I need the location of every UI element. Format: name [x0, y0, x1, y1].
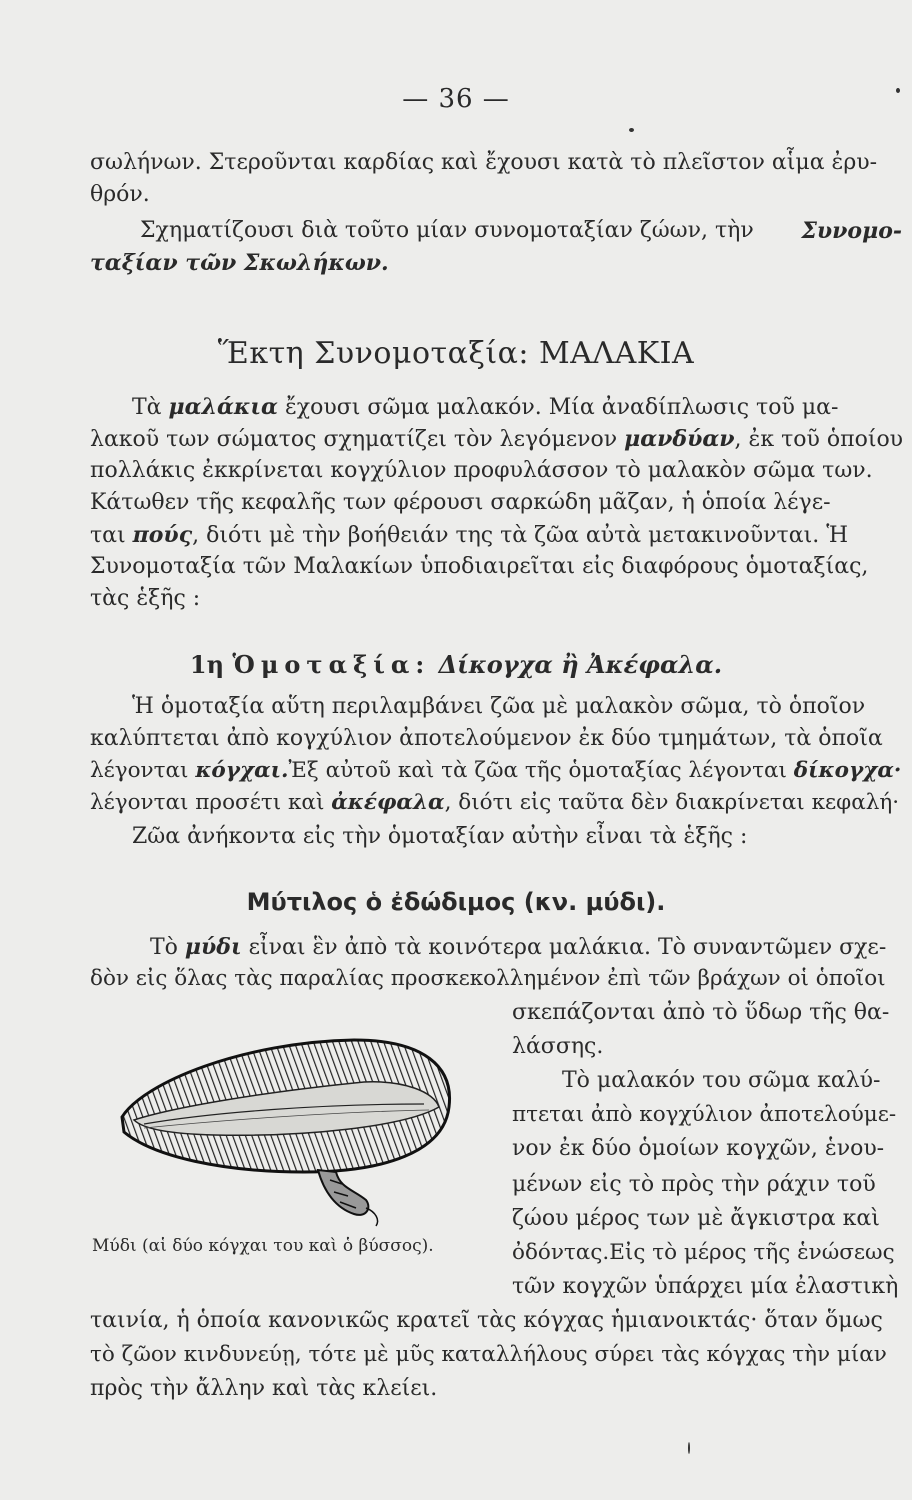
- text-line: ται πούς, διότι μὲ τὴν βοήθειάν της τὰ ζῶα αὐτὰ μετακινοῦνται. Ἡ: [90, 522, 849, 548]
- text-line: Ἡ ὁμοταξία αὕτη περιλαμβάνει ζῶα μὲ μαλακὸν σῶμα, τὸ ὁποῖον: [132, 694, 866, 719]
- text-line: τὸ ζῶον κινδυνεύῃ, τότε μὲ μῦς καταλλήλους σύρει τὰς κόγχας τὴν μίαν: [90, 1342, 887, 1367]
- text-line: Κάτωθεν τῆς κεφαλῆς των φέρουσι σαρκώδη μᾶζαν, ἡ ὁποία λέγε-: [90, 490, 831, 515]
- text-line: θρόν.: [90, 182, 150, 207]
- text-line: ταξίαν τῶν Σκωλήκων.: [90, 250, 389, 276]
- text-line: μένων εἰς τὸ πρὸς τὴν ράχιν τοῦ: [512, 1172, 876, 1197]
- section-heading: Ἕκτη Συνομοταξία: ΜΑΛΑΚΙΑ: [217, 336, 695, 371]
- text-line: Σχηματίζουσι διὰ τοῦτο μίαν συνομοταξίαν ζώων, τὴν Συνομο-: [140, 218, 902, 244]
- text-line: λάσσης.: [512, 1034, 604, 1059]
- text-line: τῶν κογχῶν ὑπάρχει μία ἐλαστικὴ: [512, 1274, 899, 1299]
- text-line: λακοῦ των σώματος σχηματίζει τὸν λεγόμενον μανδύαν, ἐκ τοῦ ὁποίου: [90, 426, 904, 452]
- text-line: Ζῶα ἀνήκοντα εἰς τὴν ὁμοταξίαν αὐτὴν εἶναι τὰ ἑξῆς :: [132, 824, 748, 849]
- text-line: Τὸ μαλακόν του σῶμα καλύ-: [562, 1068, 881, 1093]
- sub-heading: Μύτιλος ὁ ἐδώδιμος (κν. μύδι).: [246, 888, 666, 916]
- text-line: Συνομοταξία τῶν Μαλακίων ὑποδιαιρεῖται εἰς διαφόρους ὁμοταξίας,: [90, 554, 869, 579]
- paper-speck: [688, 1442, 690, 1454]
- figure-caption: Μύδι (αἱ δύο κόγχαι του καὶ ὁ βύσσος).: [92, 1236, 434, 1256]
- byssus: [318, 1170, 368, 1215]
- text-line: τὰς ἑξῆς :: [90, 586, 201, 611]
- paper-speck: [629, 128, 634, 132]
- mussel-illustration: [104, 1012, 484, 1242]
- text-line: σωλήνων. Στεροῦνται καρδίας καὶ ἔχουσι κατὰ τὸ πλεῖστον αἷμα ἐρυ-: [90, 150, 878, 175]
- text-line: δὸν εἰς ὅλας τὰς παραλίας προσκεκολλημένον ἐπὶ τῶν βράχων οἱ ὁποῖοι: [90, 966, 886, 991]
- text-line: λέγονται προσέτι καὶ ἀκέφαλα, διότι εἰς ταῦτα δὲν διακρίνεται κεφαλή·: [90, 790, 900, 815]
- page-number: — 36 —: [402, 84, 510, 114]
- paper-speck: [896, 88, 900, 93]
- text-line: λέγονται κόγχαι.Ἐξ αὐτοῦ καὶ τὰ ζῶα τῆς ὁμοταξίας λέγονται δίκογχα·: [90, 758, 902, 783]
- text-line: ὀδόντας.Εἰς τὸ μέρος τῆς ἑνώσεως: [512, 1240, 895, 1265]
- text-line: πτεται ἀπὸ κογχύλιον ἀποτελούμε-: [512, 1102, 897, 1127]
- text-line: σκεπάζονται ἀπὸ τὸ ὕδωρ τῆς θα-: [512, 1000, 890, 1025]
- text-line: ταινία, ἡ ὁποία κανονικῶς κρατεῖ τὰς κόγχας ἡμιανοικτάς· ὅταν ὅμως: [90, 1308, 883, 1333]
- class-heading: 1η Ὁμοταξία: Δίκογχα ἢ Ἀκέφαλα.: [189, 650, 723, 679]
- text-line: νον ἐκ δύο ὁμοίων κογχῶν, ἑνου-: [512, 1136, 885, 1161]
- text-line: καλύπτεται ἀπὸ κογχύλιον ἀποτελούμενον ἐκ δύο τμημάτων, τὰ ὁποῖα: [90, 726, 883, 751]
- text-line: πολλάκις ἐκκρίνεται κογχύλιον προφυλάσσον τὸ μαλακὸν σῶμα των.: [90, 458, 873, 483]
- text-line: Τὰ μαλάκια ἔχουσι σῶμα μαλακόν. Μία ἀναδίπλωσις τοῦ μα-: [132, 394, 839, 420]
- text-line: πρὸς τὴν ἄλλην καὶ τὰς κλείει.: [90, 1376, 438, 1401]
- text-line: Τὸ μύδι εἶναι ἓν ἀπὸ τὰ κοινότερα μαλάκια. Τὸ συναντῶμεν σχε-: [150, 934, 887, 960]
- text-line: ζώου μέρος των μὲ ἄγκιστρα καὶ: [512, 1206, 880, 1231]
